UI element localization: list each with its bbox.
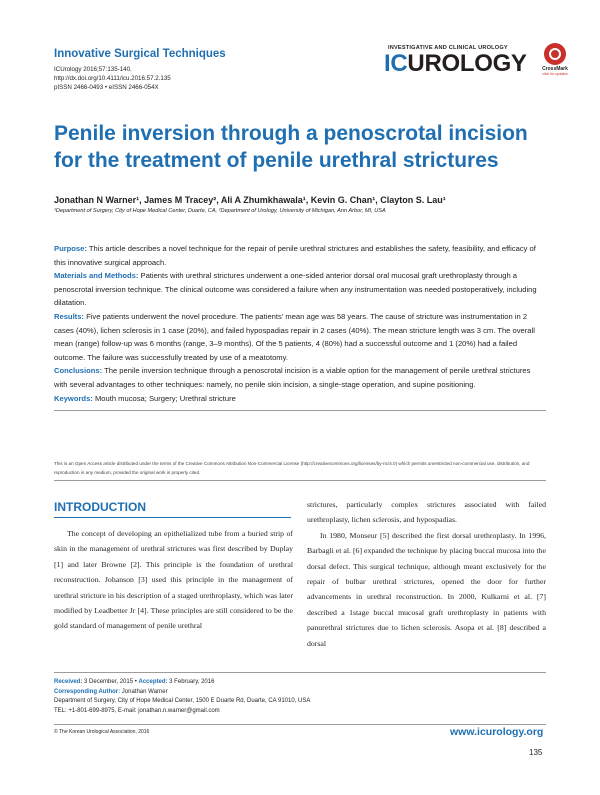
issn: pISSN 2466-0493 • eISSN 2466-054X [54, 84, 159, 91]
website-link[interactable]: www.icurology.org [450, 726, 544, 738]
results-text: Five patients underwent the novel procedure. The patients' mean age was 58 years. The cause of stricture was instrumentation in 2 cases (40%), lichen sclerosis in 1 case (20%), and failed hypospadias repair in 2 cases (40%). The mean stricture length was 3 cm. The overall mean (range) follow-up was 6 months (range, 3–9 months). Of the 5 patients, 4 (80%) had a successful outcome and 1 (20%) had a failed outcome. The failure was successfully treated by use of a meatotomy. [54, 311, 535, 362]
corresponding-name: Jonathan Warner [120, 688, 168, 695]
section-label: Innovative Surgical Techniques [54, 48, 226, 60]
methods-text: Patients with urethral strictures underwent a one-sided anterior dorsal oral mucosal graft urethroplasty through a penoscrotal inversion technique. The clinical outcome was considered a failure when any instrumentation was needed postoperatively, including dilatation. [54, 271, 537, 308]
methods-label: Materials and Methods: [54, 271, 139, 281]
purpose-text: This article describes a novel technique for the repair of penile urethral strictures and establishes the safety, feasibility, and efficacy of this innovative surgical approach. [54, 244, 536, 267]
contact-line: TEL: +1-801-699-8975, E-mail: jonathan.n.warner@gmail.com [54, 707, 220, 714]
license-notice: This is an Open Access article distributed under the terms of the Creative Commons Attribution Non-Commercial License (http://creativecommons.org/licenses/by-nc/4.0) which permits unrestricted non-commercial use, distribution, and reproduction in any medium, provided the original work is properly cited. [54, 461, 530, 475]
author-list: Jonathan N Warner¹, James M Tracey², Ali A Zhumkhawala¹, Kevin G. Chan¹, Clayton S. Lau¹ [54, 195, 446, 205]
affiliations: ¹Department of Surgery, City of Hope Medical Center, Duarte, CA, ²Department of Urology, University of Michigan, Ann Arbor, MI, USA [54, 208, 386, 214]
heading-underline [54, 517, 291, 518]
body-column-right [307, 497, 546, 651]
doi-link[interactable]: http://dx.doi.org/10.4111/icu.2016.57.2.135 [54, 75, 171, 82]
conclusions-text: The penile inversion technique through a penoscrotal incision is a viable option for the management of penile urethral strictures with several advantages to other techniques: namely, no penile skin incision, a single-stage operation, and supine positioning. [54, 366, 531, 389]
purpose-label: Purpose: [54, 244, 87, 253]
crossmark-label: CrossMark [542, 66, 568, 72]
accepted-date: 3 February, 2016 [167, 679, 215, 685]
divider [54, 410, 546, 411]
conclusions-label: Conclusions: [54, 366, 103, 376]
corresponding-line [54, 688, 310, 698]
address-line: Department of Surgery, City of Hope Medical Center, 1500 E Duarte Rd, Duarte, CA 91010, USA [54, 698, 311, 705]
abstract [54, 242, 546, 392]
journal-logo-rest: UROLOGY [407, 50, 527, 77]
keywords-label: Keywords: [54, 394, 93, 403]
received-date: 3 December, 2015 • [82, 679, 139, 685]
section-heading-introduction: INTRODUCTION [54, 500, 146, 514]
divider [54, 672, 546, 673]
citation: ICUrology 2016;57:135-140. [54, 66, 132, 73]
divider [54, 480, 546, 481]
journal-logo-tagline: INVESTIGATIVE AND CLINICAL UROLOGY [388, 45, 508, 51]
abstract-methods [54, 269, 546, 310]
body-column-left [54, 526, 293, 634]
page-number: 135 [529, 748, 543, 757]
crossmark-sublabel: click for updates [542, 72, 568, 76]
received-label: Received: [54, 679, 83, 685]
paragraph: In 1980, Monseur [5] described the first dorsal urethroplasty. In 1996, Barbagli et al. [6] expanded the technique by placing buccal mucosa into the dorsal defect. This surgical technique, although meant exclusively for the repair of bulbar urethral strictures, opened the door for further advancements in urethral reconstruction. In 2000, Kulkarni et al. [7] described a 1stage buccal mucosal graft urethroplasty in patients with panurethral strictures due to lichen sclerosis. Asopa et al. [8] described a dorsal [307, 530, 546, 648]
keywords-text: Mouth mucosa; Surgery; Urethral stricture [92, 394, 236, 403]
accepted-label: Accepted: [138, 679, 168, 685]
divider [54, 724, 546, 725]
journal-logo-ic: IC [384, 50, 408, 77]
correspondence-footer [54, 678, 310, 716]
results-label: Results: [54, 311, 84, 321]
crossmark-badge[interactable] [541, 43, 569, 81]
abstract-purpose [54, 242, 546, 269]
article-title: Penile inversion through a penoscrotal incision for the treatment of penile urethral strictures [54, 122, 528, 172]
dates-line [54, 678, 310, 688]
copyright-notice: © The Korean Urological Association, 2016 [54, 729, 150, 735]
corresponding-label: Corresponding Author: [54, 688, 121, 695]
paragraph: strictures, particularly complex strictures associated with failed urethroplasty, lichen sclerosis, and hypospadias. [307, 500, 546, 525]
abstract-results [54, 310, 546, 364]
paragraph: The concept of developing an epithelialized tube from a buried strip of skin in the management of urethral strictures was first described by Duplay [1] and later Browne [2]. This principle is the foundation of urethral reconstruction. Johanson [3] used this principle in the management of urethral stricture in his description of a staged urethroplasty, which was later modified by Leadbetter Jr [4]. These principles are still considered to be the gold standard of management of penile urethral [54, 529, 293, 631]
journal-logo [384, 51, 527, 77]
abstract-conclusions [54, 364, 546, 391]
keywords [54, 394, 236, 403]
crossmark-icon [544, 43, 566, 65]
